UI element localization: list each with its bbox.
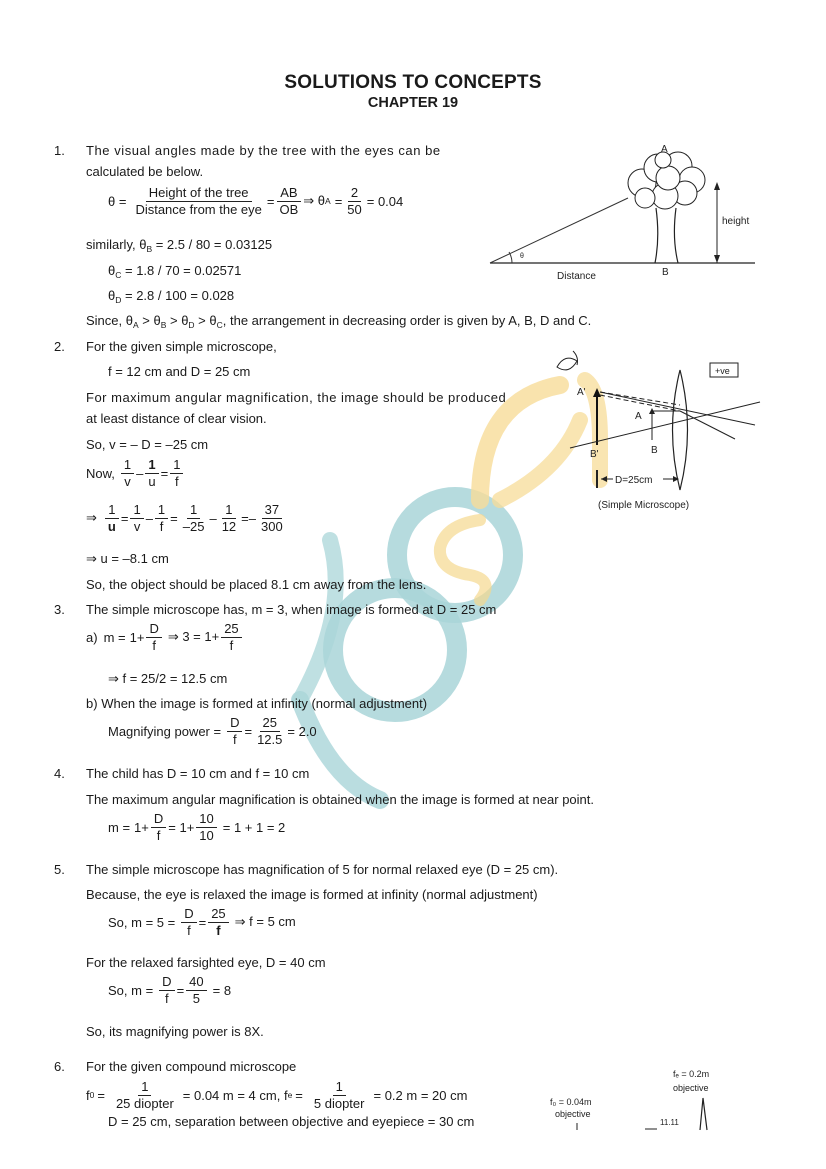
q2-conclusion: So, the object should be placed 8.1 cm away from the lens.: [86, 577, 427, 592]
svg-text:fₑ = 0.2m: fₑ = 0.2m: [673, 1069, 710, 1079]
svg-text:B: B: [662, 267, 669, 278]
svg-text:objective: objective: [555, 1109, 591, 1119]
q6-cutoff-line: D = 25 cm, separation between objective and eyepiece = 30 cm: [108, 1114, 475, 1129]
q2-line1: For the given simple microscope,: [86, 339, 277, 354]
svg-text:Distance: Distance: [557, 271, 596, 282]
q2-calc-u: ⇒ $\frac{1}{u}$ = $\frac{1}{v}$ – $\frac{1}{f}$ = $\frac{1}{-25}$ – $\frac{1}{12}$ = – $\frac{37}{300}$: [86, 502, 283, 534]
q5-equation-f: So, m = 5 = $\frac{D}{f}$ = $\frac{25}{f}$ ⇒ f = 5 cm: [108, 906, 296, 938]
q2-given-values: f = 12 cm and D = 25 cm: [108, 364, 251, 379]
q1-theta-d: $\theta_D = 2.8 / 100 = 0.028$: [108, 288, 235, 305]
svg-text:f₀ = 0.04m: f₀ = 0.04m: [550, 1097, 592, 1107]
q4-line1: The child has D = 10 cm and f = 10 cm: [86, 766, 310, 781]
question-number-3: 3.: [54, 602, 65, 617]
page-title: SOLUTIONS TO CONCEPTS: [284, 72, 542, 93]
svg-text:D=25cm: D=25cm: [615, 475, 653, 486]
q1-angle-equation: θ = $\frac{\text{Height of the tree}}{\text{Distance from the eye}}$ = $\frac{AB}{OB}$ ⇒ θ A = $\frac{2}{50}$ = 0.04: [108, 185, 404, 217]
question-number-1: 1.: [54, 143, 65, 158]
q5-line2: Because, the eye is relaxed the image is formed at infinity (normal adjustment): [86, 887, 538, 902]
q4-line2: The maximum angular magnification is obtained when the image is formed at near point.: [86, 792, 594, 807]
fraction-height-distance: $\frac{\text{Height of the tree}}{\text{Distance from the eye}}$: [135, 185, 262, 217]
q3-part-b-text: b) When the image is formed at infinity (normal adjustment): [86, 696, 428, 711]
eye-icon: [557, 351, 578, 370]
svg-text:A: A: [635, 411, 642, 422]
q2-lens-formula: Now, $\frac{1}{v}$ – $\frac{1}{u}$ = $\frac{1}{f}$: [86, 458, 185, 488]
svg-text:+ve: +ve: [715, 366, 730, 376]
q3-line1: The simple microscope has, m = 3, when image is formed at D = 25 cm: [86, 602, 497, 617]
svg-text:A': A': [577, 387, 586, 398]
q1-conclusion: Since, $\theta_A > \theta_B > \theta_D > \theta_C$, the arrangement in decreasing order is given by A, B, D and C.: [86, 313, 592, 330]
q2-line4: at least distance of clear vision.: [86, 411, 267, 426]
svg-text:11.11: 11.11: [660, 1118, 679, 1127]
q6-focal-lengths: f 0 = $\frac{1}{\text{25 diopter}}$ = 0.04 m = 4 cm, f e = $\frac{1}{\text{5 diopter}}$ = 0.2 m = 20 cm: [86, 1079, 468, 1111]
svg-text:objective: objective: [673, 1083, 709, 1093]
question-number-5: 5.: [54, 862, 65, 877]
q5-line3: For the relaxed farsighted eye, D = 40 cm: [86, 955, 326, 970]
svg-text:A: A: [661, 144, 668, 155]
q3-part-a-result: ⇒ f = 25/2 = 12.5 cm: [108, 671, 228, 686]
question-number-2: 2.: [54, 339, 65, 354]
question-number-6: 6.: [54, 1059, 65, 1074]
theta-label: θ =: [108, 193, 127, 209]
q2-line3: For maximum angular magnification, the image should be produced: [86, 390, 507, 405]
simple-microscope-diagram: [555, 345, 795, 520]
q1-theta-c: $\theta_C = 1.8 / 70 = 0.02571$: [108, 263, 242, 280]
q3-part-b-equation: Magnifying power = $\frac{D}{f}$ = $\frac{25}{12.5}$ = 2.0: [108, 715, 317, 747]
svg-text:(Simple Microscope): (Simple Microscope): [598, 500, 690, 511]
svg-text:height: height: [722, 216, 750, 227]
q2-u-result: ⇒ u = –8.1 cm: [86, 551, 169, 566]
question-number-4: 4.: [54, 766, 65, 781]
compound-microscope-diagram: [545, 1065, 770, 1130]
q5-equation-m: So, m = $\frac{D}{f}$ = $\frac{40}{5}$ = 8: [108, 974, 232, 1006]
fraction-2-50: $\frac{2}{50}$: [347, 185, 362, 217]
q1-intro-line1: The visual angles made by the tree with the eyes can be: [86, 143, 441, 158]
q1-theta-b: similarly, $\theta_B = 2.5 / 80 = 0.03125$: [86, 237, 273, 254]
svg-text:θ: θ: [520, 253, 524, 260]
q6-line1: For the given compound microscope: [86, 1059, 297, 1074]
svg-text:B: B: [651, 445, 658, 456]
svg-text:B': B': [590, 449, 599, 460]
tree-icon: [628, 152, 705, 263]
q5-line1: The simple microscope has magnification of 5 for normal relaxed eye (D = 25 cm).: [86, 862, 559, 877]
tree-angle-diagram: [480, 138, 770, 288]
q4-equation: m = 1+ $\frac{D}{f}$ = 1+ $\frac{10}{10}$ = 1 + 1 = 2: [108, 811, 286, 843]
q2-image-distance: So, v = – D = –25 cm: [86, 437, 209, 452]
fraction-ab-ob: $\frac{AB}{OB}$: [276, 186, 301, 216]
q1-intro-line2: calculated be below.: [86, 164, 204, 179]
chapter-heading: CHAPTER 19: [367, 95, 459, 111]
q5-line4: So, its magnifying power is 8X.: [86, 1024, 264, 1039]
q3-part-a-equation: a) m = 1+ $\frac{D}{f}$ ⇒ 3 = 1+ $\frac{25}{f}$: [86, 622, 244, 652]
